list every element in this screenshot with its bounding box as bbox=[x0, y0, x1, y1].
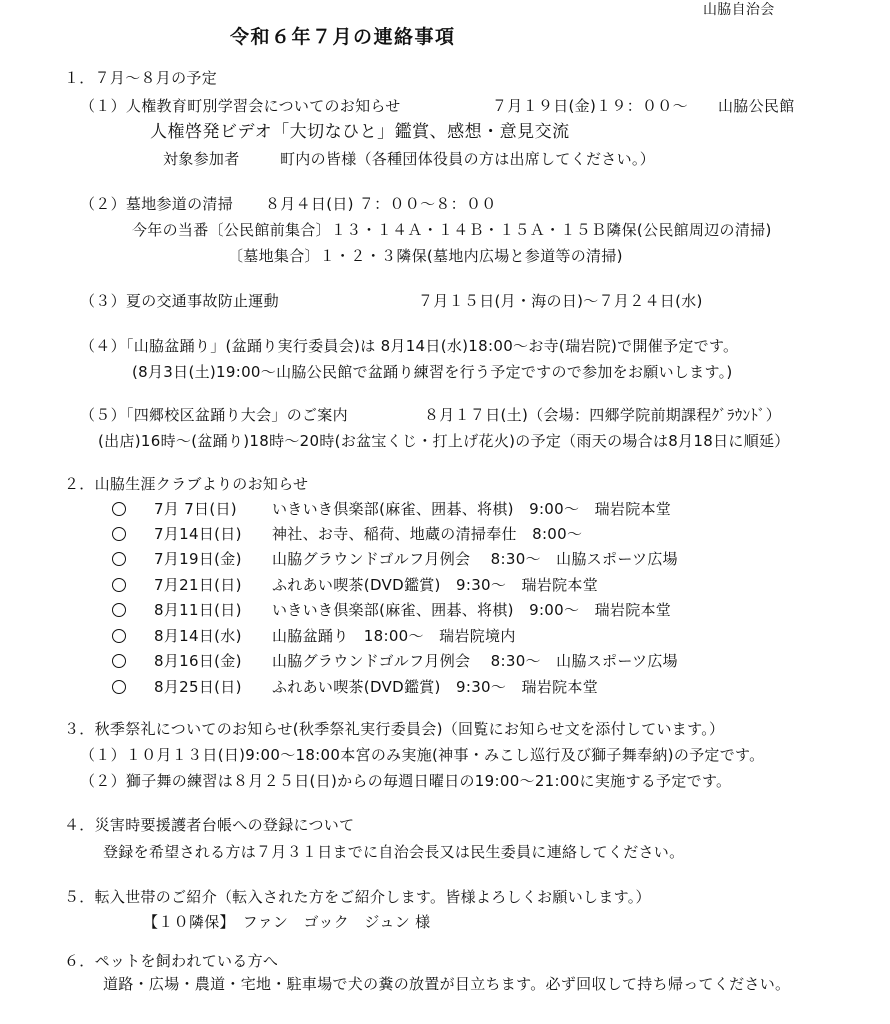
list-item bbox=[112, 499, 671, 519]
section6-line1: 道路・広場・農道・宅地・駐車場で犬の糞の放置が目立ちます。必ず回収して持ち帰ってください。 bbox=[103, 975, 791, 993]
event-date: 8月14日(水) bbox=[154, 627, 242, 645]
section3-line2: （２）獅子舞の練習は８月２５日(日)からの毎週日曜日の19:00～21:00に実施する予定です。 bbox=[80, 772, 732, 790]
item3-label: （３）夏の交通事故防止運動 bbox=[80, 292, 279, 310]
section2-heading: ２．山脇生涯クラブよりのお知らせ bbox=[64, 475, 309, 493]
event-date: 7月 7日(日) bbox=[154, 500, 237, 518]
section4-heading: ４．災害時要援護者台帳への登録について bbox=[64, 816, 355, 834]
item1-datetime: ７月１９日(金)１９：００～ bbox=[492, 97, 688, 115]
item1-place: 山脇公民館 bbox=[718, 97, 795, 115]
page-title: 令和６年７月の連絡事項 bbox=[230, 26, 456, 48]
list-item bbox=[112, 549, 678, 569]
circle-bullet-icon bbox=[112, 527, 126, 541]
item2-duty-line: 今年の当番〔公民館前集合〕１３・１４Ａ・１４Ｂ・１５Ａ・１５Ｂ隣保(公民館周辺の清掃) bbox=[132, 221, 772, 239]
event-text: 山脇グラウンドゴルフ月例会 8:30～ 山脇スポーツ広場 bbox=[272, 550, 678, 568]
list-item bbox=[112, 524, 582, 544]
item2-datetime: ８月４日(日) ７：００～８：００ bbox=[265, 195, 497, 213]
item1-target-text: 町内の皆様（各種団体役員の方は出席してください。） bbox=[280, 150, 656, 168]
circle-bullet-icon bbox=[112, 502, 126, 516]
list-item bbox=[112, 600, 671, 620]
list-item bbox=[112, 651, 678, 671]
event-date: 8月11日(日) bbox=[154, 601, 242, 619]
list-item bbox=[112, 575, 598, 595]
section5-line1: 【１０隣保】 ファン ゴック ジュン 様 bbox=[143, 913, 431, 931]
list-item bbox=[112, 677, 598, 697]
circle-bullet-icon bbox=[112, 552, 126, 566]
circle-bullet-icon bbox=[112, 654, 126, 668]
event-text: いきいき倶楽部(麻雀、囲碁、将棋) 9:00～ 瑞岩院本堂 bbox=[272, 601, 672, 619]
event-date: 8月16日(金) bbox=[154, 652, 242, 670]
item2-cemetery-line: 〔墓地集合〕１・２・３隣保(墓地内広場と参道等の清掃) bbox=[228, 247, 623, 265]
circle-bullet-icon bbox=[112, 629, 126, 643]
item5-line2: (出店)16時～(盆踊り)18時～20時(お盆宝くじ・打上げ花火)の予定（雨天の場合は8月18日に順延） bbox=[98, 432, 790, 450]
event-date: 7月19日(金) bbox=[154, 550, 242, 568]
section1-heading: １．７月～８月の予定 bbox=[64, 69, 218, 87]
item1-target-label: 対象参加者 bbox=[163, 150, 240, 168]
circle-bullet-icon bbox=[112, 603, 126, 617]
section5-heading: ５．転入世帯のご紹介（転入された方をご紹介します。皆様よろしくお願いします。） bbox=[64, 888, 651, 906]
item5-datetime: ８月１７日(土)（会場：四郷学院前期課程ｸﾞﾗｳﾝﾄﾞ） bbox=[424, 406, 782, 424]
organization-name: 山脇自治会 bbox=[703, 2, 775, 18]
event-date: 8月25日(日) bbox=[154, 678, 242, 696]
event-date: 7月21日(日) bbox=[154, 576, 242, 594]
item4-line1: （４）「山脇盆踊り」(盆踊り実行委員会)は 8月14日(水)18:00～お寺(瑞岩院)で開催予定です。 bbox=[80, 337, 739, 355]
section3-line1: （１）１０月１３日(日)9:00～18:00本宮のみ実施(神事・みこし巡行及び獅子舞奉納)の予定です。 bbox=[80, 746, 765, 764]
event-text: 神社、お寺、稲荷、地蔵の清掃奉仕 8:00～ bbox=[272, 525, 583, 543]
item2-label: （２）墓地参道の清掃 bbox=[80, 195, 234, 213]
event-text: ふれあい喫茶(DVD鑑賞) 9:30～ 瑞岩院本堂 bbox=[272, 678, 598, 696]
item5-label: （５）「四郷校区盆踊り大会」のご案内 bbox=[80, 406, 348, 424]
item1-video-line: 人権啓発ビデオ「大切なひと」鑑賞、感想・意見交流 bbox=[150, 122, 570, 142]
section3-heading: ３．秋季祭礼についてのお知らせ(秋季祭礼実行委員会)（回覧にお知らせ文を添付しています。） bbox=[64, 720, 725, 738]
circle-bullet-icon bbox=[112, 680, 126, 694]
event-text: ふれあい喫茶(DVD鑑賞) 9:30～ 瑞岩院本堂 bbox=[272, 576, 598, 594]
item3-datetime: ７月１５日(月・海の日)～７月２４日(水) bbox=[418, 292, 703, 310]
section6-heading: ６．ペットを飼われている方へ bbox=[64, 952, 279, 970]
section4-line1: 登録を希望される方は７月３１日までに自治会長又は民生委員に連絡してください。 bbox=[103, 843, 685, 861]
event-text: 山脇盆踊り 18:00～ 瑞岩院境内 bbox=[272, 627, 516, 645]
item1-label: （１）人権教育町別学習会についてのお知らせ bbox=[80, 97, 401, 115]
event-text: 山脇グラウンドゴルフ月例会 8:30～ 山脇スポーツ広場 bbox=[272, 652, 678, 670]
event-date: 7月14日(日) bbox=[154, 525, 242, 543]
list-item bbox=[112, 626, 516, 646]
circle-bullet-icon bbox=[112, 578, 126, 592]
event-text: いきいき倶楽部(麻雀、囲碁、将棋) 9:00～ 瑞岩院本堂 bbox=[272, 500, 672, 518]
item4-line2: (8月3日(土)19:00～山脇公民館で盆踊り練習を行う予定ですので参加をお願いします。) bbox=[132, 363, 733, 381]
